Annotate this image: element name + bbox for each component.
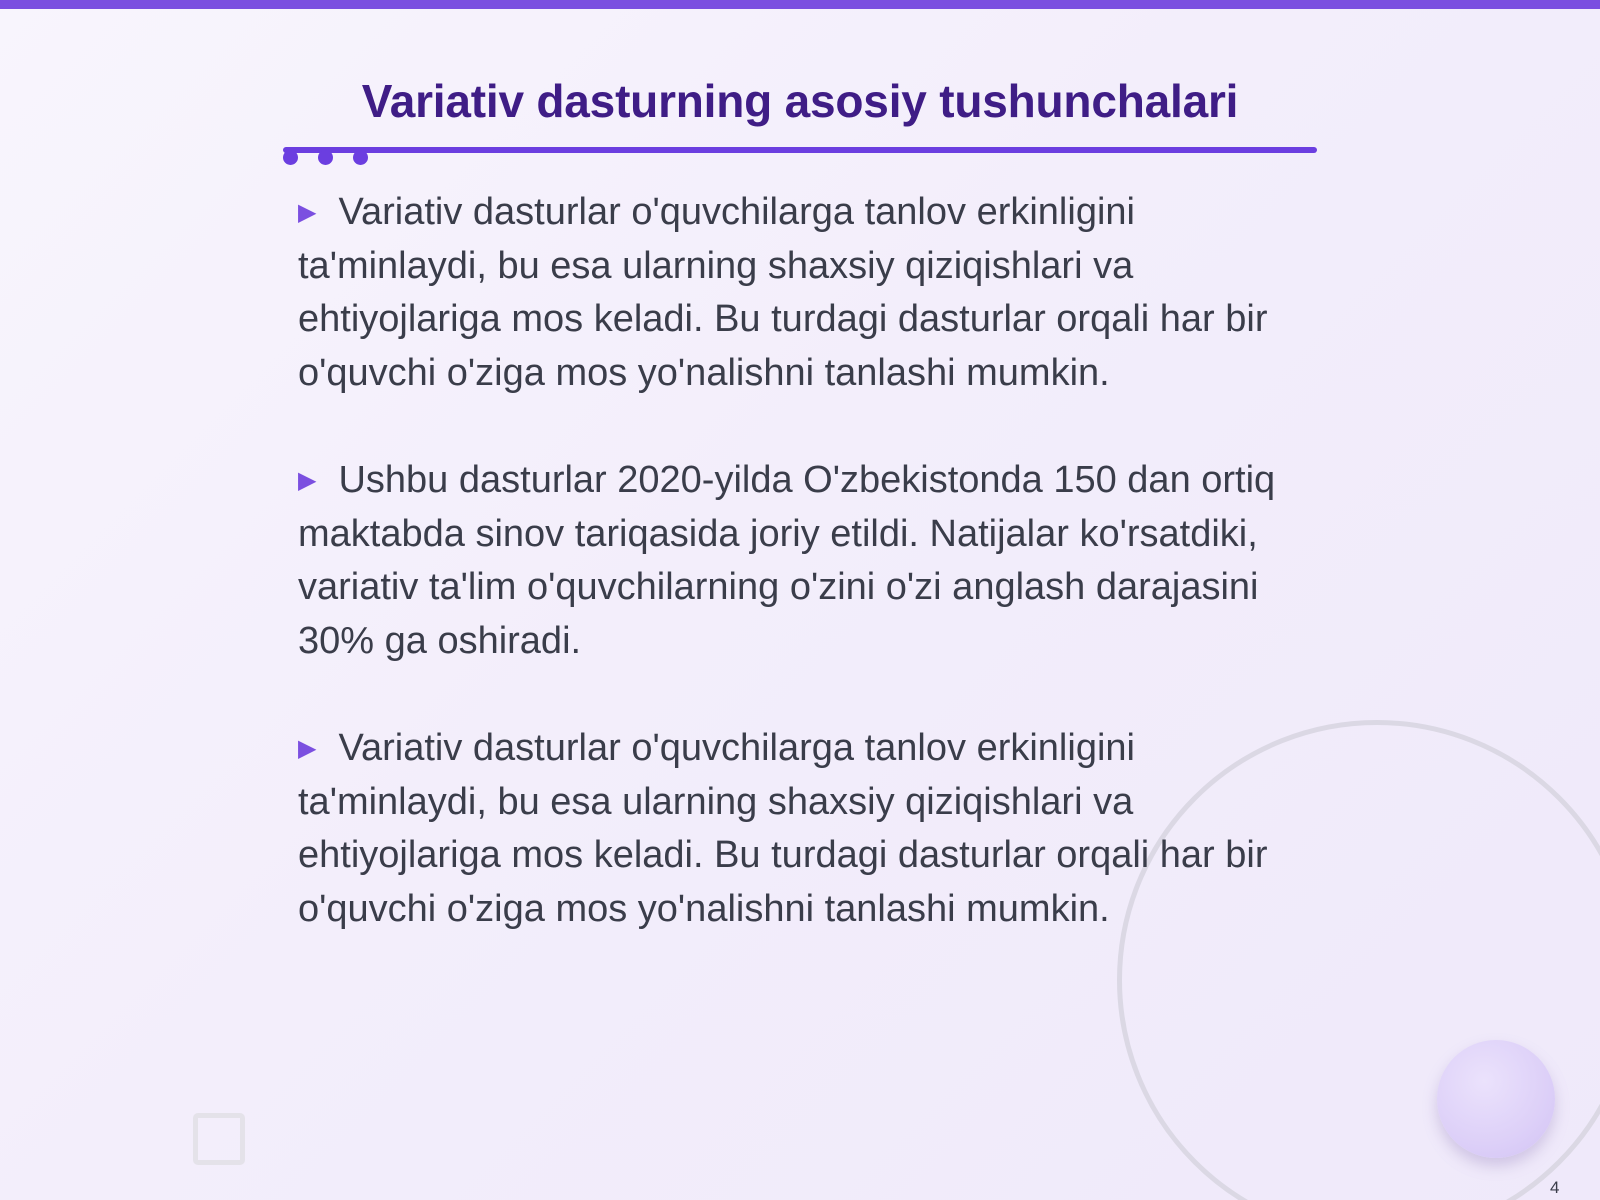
bullet-text: Variativ dasturlar o'quvchilarga tanlov erkinligini ta'minlaydi, bu esa ularning shaxsiy qiziqishlari va ehtiyojlariga mos keladi. Bu turdagi dasturlar orqali har bir o'quvchi o'ziga mos yo'nalishni tanlashi mumkin. <box>298 191 1268 394</box>
title-underline <box>283 147 1317 153</box>
top-accent-bar <box>0 0 1600 9</box>
triangle-bullet-icon: ▶ <box>298 735 317 762</box>
bullet-list <box>298 186 1308 990</box>
underline-dot <box>283 150 298 165</box>
triangle-bullet-icon: ▶ <box>298 467 317 494</box>
bullet-item <box>298 454 1308 668</box>
decorative-square <box>193 1113 245 1165</box>
triangle-bullet-icon: ▶ <box>298 199 317 226</box>
underline-dot <box>353 150 368 165</box>
page-number: 4 <box>1550 1178 1560 1197</box>
underline-dot <box>318 150 333 165</box>
bullet-text: Variativ dasturlar o'quvchilarga tanlov erkinligini ta'minlaydi, bu esa ularning shaxsiy qiziqishlari va ehtiyojlariga mos keladi. Bu turdagi dasturlar orqali har bir o'quvchi o'ziga mos yo'nalishni tanlashi mumkin. <box>298 727 1268 930</box>
bullet-item <box>298 186 1308 400</box>
slide-title: Variativ dasturning asosiy tushunchalari <box>361 75 1239 127</box>
bullet-item <box>298 722 1308 936</box>
decorative-bubble <box>1437 1040 1555 1158</box>
bullet-text: Ushbu dasturlar 2020-yilda O'zbekistonda 150 dan ortiq maktabda sinov tariqasida joriy etildi. Natijalar ko'rsatdiki, variativ ta'lim o'quvchilarning o'zini o'zi anglash darajasini 30% ga oshiradi. <box>298 459 1276 662</box>
